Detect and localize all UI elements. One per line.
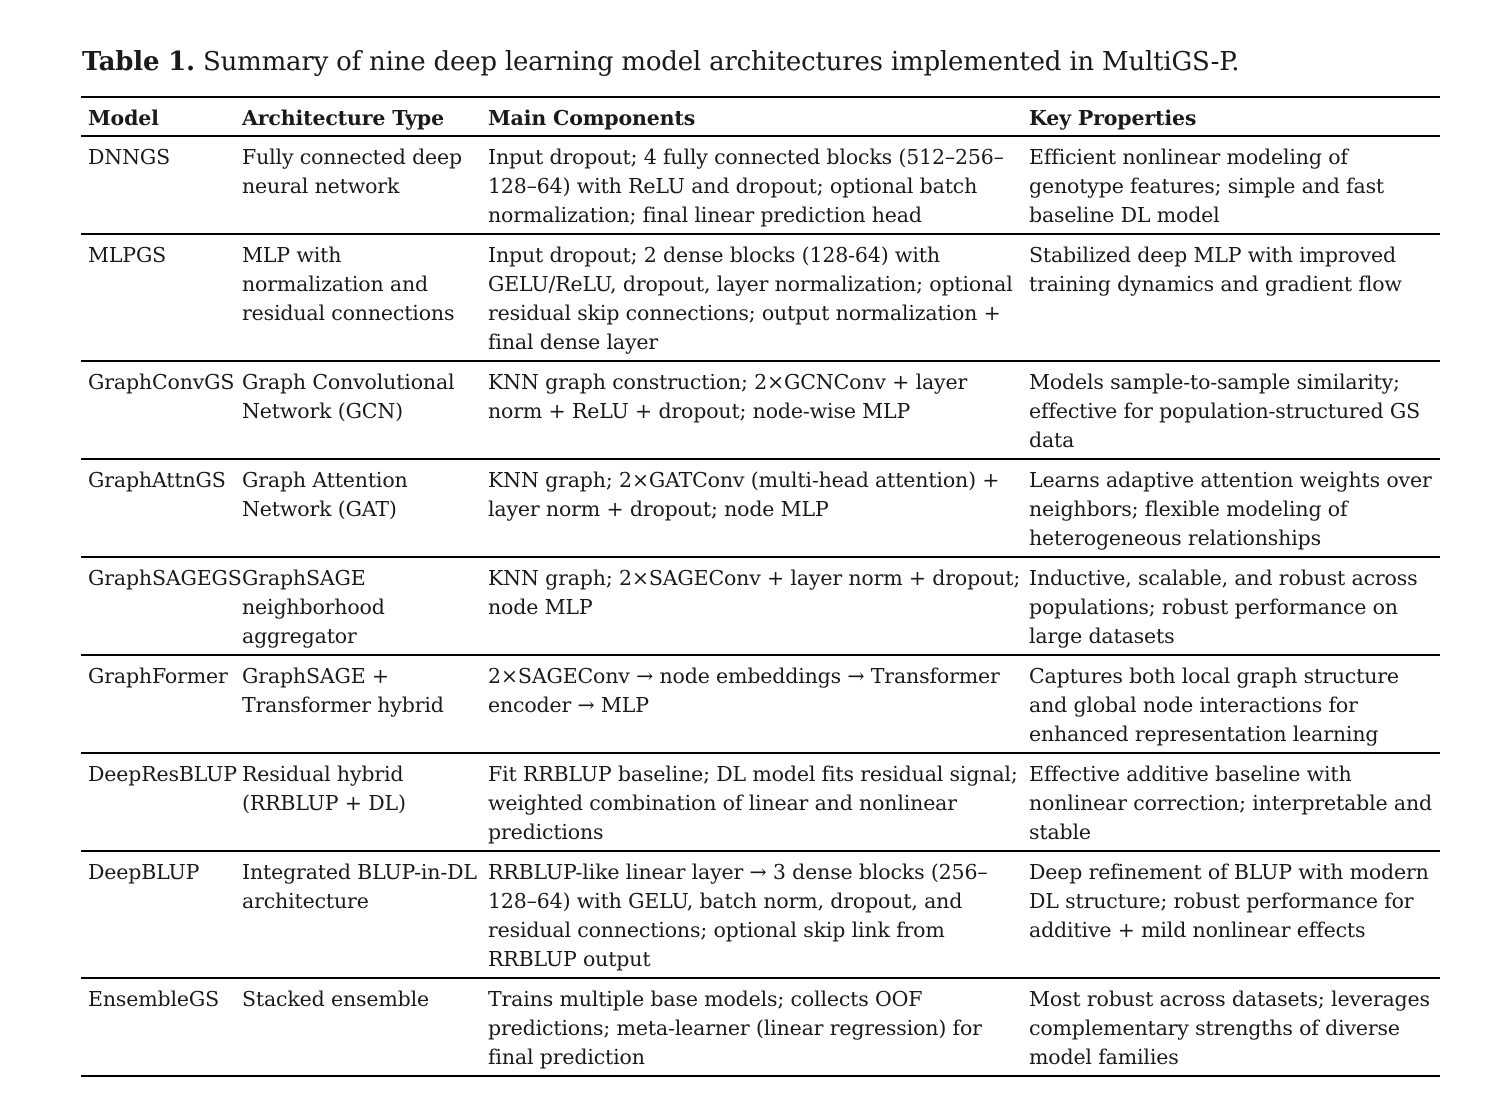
cell-key-properties: Efficient nonlinear modeling of genotype features; simple and fast baseline DL model [1029, 145, 1385, 227]
cell-key-properties: Learns adaptive attention weights over neighbors; flexible modeling of heterogeneous relationships [1029, 468, 1432, 550]
header-model: Model [88, 106, 159, 130]
cell-main-components: Trains multiple base models; collects OOF predictions; meta-learner (linear regression) for final prediction [488, 987, 982, 1069]
table-row [81, 655, 1440, 753]
table-row [81, 557, 1440, 655]
cell-architecture-type: Graph Convolutional Network (GCN) [242, 370, 455, 423]
table-caption-text: Summary of nine deep learning model architectures implemented in MultiGS-P. [194, 47, 1240, 77]
cell-model: DNNGS [88, 145, 170, 169]
cell-key-properties: Deep refinement of BLUP with modern DL structure; robust performance for additive + mild nonlinear effects [1029, 860, 1429, 942]
cell-model: EnsembleGS [88, 987, 219, 1011]
table-caption-label: Table 1. [82, 47, 195, 77]
header-main-components: Main Components [488, 106, 696, 130]
cell-model: MLPGS [88, 243, 167, 267]
cell-main-components: Fit RRBLUP baseline; DL model fits residual signal; weighted combination of linear and nonlinear predictions [488, 762, 1018, 844]
cell-architecture-type: Fully connected deep neural network [242, 145, 462, 198]
cell-main-components: 2×SAGEConv → node embeddings → Transformer encoder → MLP [488, 664, 1000, 717]
cell-model: GraphAttnGS [88, 468, 226, 492]
table-row [81, 753, 1440, 851]
cell-architecture-type: Residual hybrid (RRBLUP + DL) [242, 762, 406, 815]
cell-key-properties: Effective additive baseline with nonlinear correction; interpretable and stable [1029, 762, 1432, 844]
cell-model: GraphFormer [88, 664, 228, 688]
cell-architecture-type: Stacked ensemble [242, 987, 430, 1011]
table-row [81, 978, 1440, 1076]
cell-main-components: KNN graph; 2×GATConv (multi-head attention) + layer norm + dropout; node MLP [488, 468, 1000, 521]
cell-key-properties: Most robust across datasets; leverages complementary strengths of diverse model families [1029, 987, 1430, 1069]
cell-main-components: RRBLUP-like linear layer → 3 dense blocks (256–128–64) with GELU, batch norm, dropout, and residual connections; optional skip link from RRBLUP output [488, 860, 988, 971]
cell-main-components: KNN graph construction; 2×GCNConv + layer norm + ReLU + dropout; node-wise MLP [488, 370, 968, 423]
header-row [81, 97, 1440, 136]
cell-architecture-type: MLP with normalization and residual connections [242, 243, 455, 325]
header-architecture-type: Architecture Type [242, 106, 444, 130]
cell-model: GraphConvGS [88, 370, 235, 394]
cell-main-components: Input dropout; 4 fully connected blocks (512–256–128–64) with ReLU and dropout; optional batch normalization; final linear prediction head [488, 145, 1004, 227]
cell-architecture-type: Integrated BLUP-in-DL architecture [242, 860, 477, 913]
table-body [81, 136, 1440, 1076]
cell-architecture-type: GraphSAGE + Transformer hybrid [242, 664, 444, 717]
cell-model: DeepBLUP [88, 860, 200, 884]
cell-key-properties: Inductive, scalable, and robust across populations; robust performance on large datasets [1029, 566, 1418, 648]
table-row [81, 851, 1440, 978]
cell-key-properties: Stabilized deep MLP with improved training dynamics and gradient flow [1029, 243, 1402, 296]
cell-key-properties: Captures both local graph structure and global node interactions for enhanced representation learning [1029, 664, 1399, 746]
table-caption [82, 44, 1239, 80]
cell-main-components: KNN graph; 2×SAGEConv + layer norm + dropout; node MLP [488, 566, 1021, 619]
table-row [81, 234, 1440, 361]
cell-model: DeepResBLUP [88, 762, 237, 786]
cell-architecture-type: GraphSAGE neighborhood aggregator [242, 566, 385, 648]
cell-architecture-type: Graph Attention Network (GAT) [242, 468, 408, 521]
table-row [81, 459, 1440, 557]
cell-model: GraphSAGEGS [88, 566, 242, 590]
header-key-properties: Key Properties [1029, 106, 1197, 130]
model-summary-table [81, 96, 1440, 1077]
table-row [81, 136, 1440, 234]
table-row [81, 361, 1440, 459]
table-header [81, 97, 1440, 136]
cell-key-properties: Models sample-to-sample similarity; effective for population-structured GS data [1029, 370, 1420, 452]
cell-main-components: Input dropout; 2 dense blocks (128-64) with GELU/ReLU, dropout, layer normalization; optional residual skip connections; output normalization + final dense layer [488, 243, 1013, 354]
